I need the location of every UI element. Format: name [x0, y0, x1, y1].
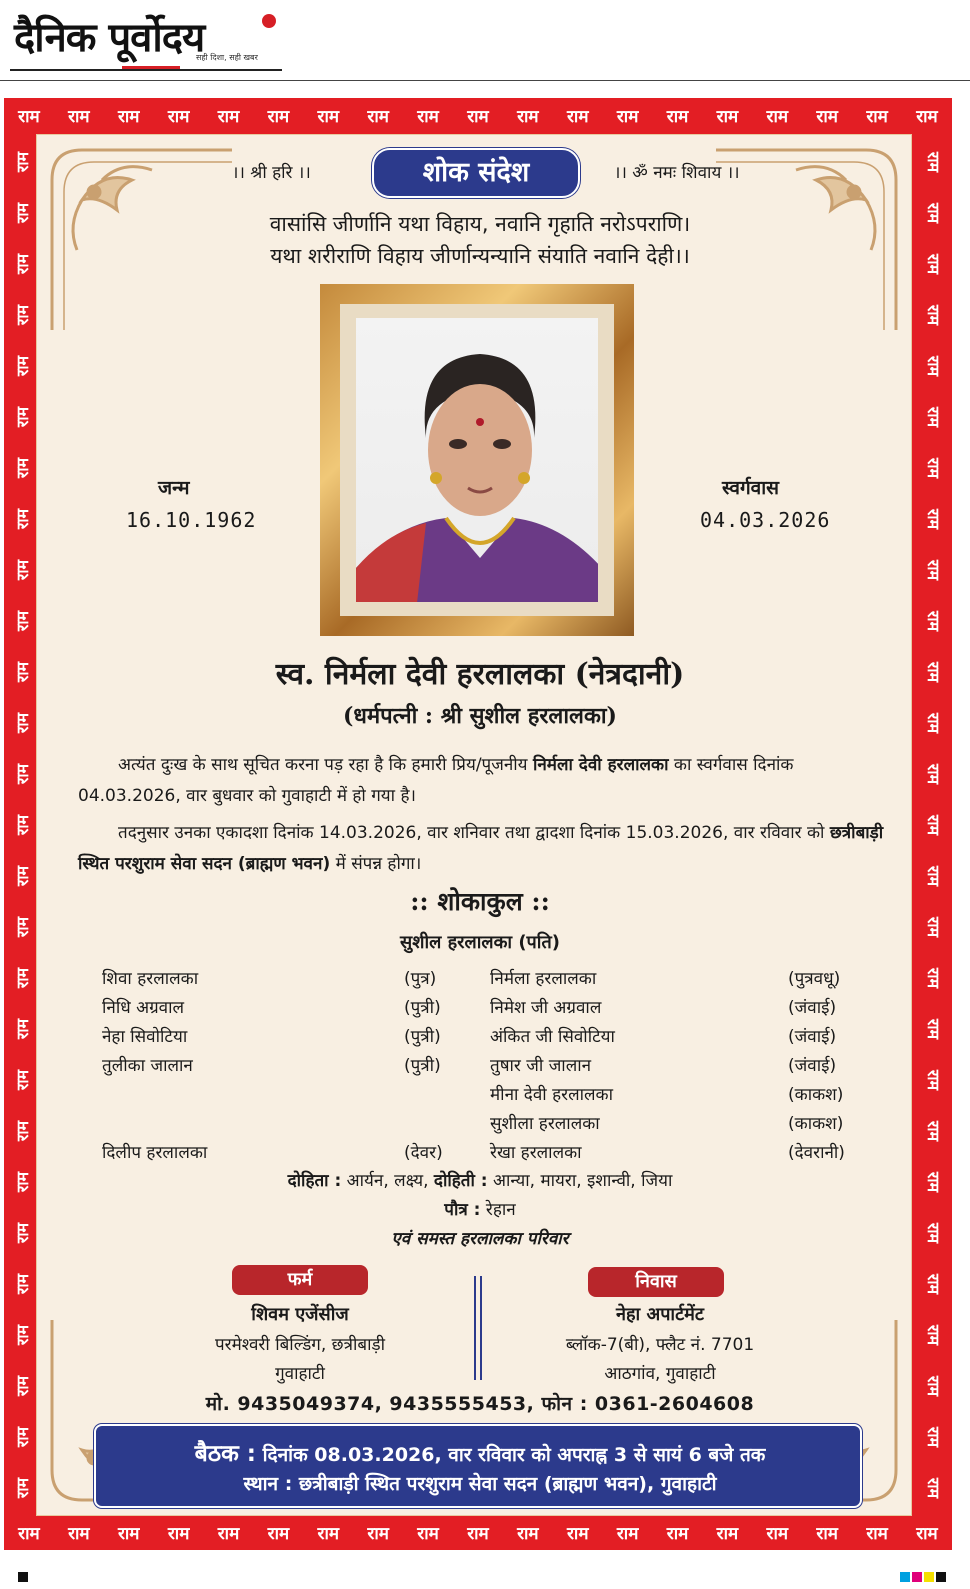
pautra-names: रेहान	[480, 1200, 516, 1220]
ram-word: राम	[267, 107, 290, 127]
ram-word: राम	[766, 1524, 789, 1544]
family-member-name: रेखा हरलालका	[490, 1143, 582, 1163]
message-text: का स्वर्गवास दिनांक 04.03.2026, वार बुधवार को गुवाहाटी में हो गया है।	[78, 755, 794, 806]
ram-word: राम	[417, 1524, 439, 1544]
logo-rule	[10, 69, 282, 71]
ram-word: राम	[716, 107, 739, 127]
ram-word: राम	[517, 107, 539, 127]
om-namah-shivaya-text: ।। ॐ नमः शिवाय ।।	[614, 163, 740, 183]
deceased-name: स्व. निर्मला देवी हरलालका (नेत्रदानी)	[275, 657, 685, 692]
baithak-line-1	[96, 1436, 864, 1468]
family-member-name: दिलीप हरलालका	[102, 1143, 208, 1163]
ram-word: राम	[923, 355, 943, 376]
ram-word: राम	[12, 661, 32, 682]
family-member-relation: (जंवाई)	[788, 1027, 837, 1047]
family-member-relation: (काकश)	[788, 1114, 844, 1134]
ram-word: राम	[923, 508, 943, 529]
family-member-name: सुशीला हरलालका	[490, 1114, 600, 1134]
family-signoff: एवं समस्त हरलालका परिवार	[391, 1229, 569, 1249]
message-text: तदनुसार उनका एकादशा दिनांक 14.03.2026, वार शनिवार तथा द्वादशा दिनांक 15.03.2026, वार रविवार को	[118, 823, 830, 843]
ram-word: राम	[517, 1524, 539, 1544]
birth-date: 16.10.1962	[126, 508, 257, 532]
masthead-divider	[0, 80, 970, 81]
ram-word: राम	[766, 107, 789, 127]
residence-address-line-1: ब्लॉक-7(बी), फ्लैट नं. 7701	[565, 1335, 755, 1355]
photo-mat	[340, 304, 614, 616]
ram-word: राम	[12, 253, 32, 274]
death-label: स्वर्गवास	[722, 477, 779, 499]
ram-word: राम	[367, 107, 389, 127]
message-paragraph-2	[78, 818, 888, 880]
ram-word: राम	[68, 107, 90, 127]
ram-word: राम	[566, 1524, 589, 1544]
ram-word: राम	[923, 1376, 943, 1397]
ram-word: राम	[117, 107, 140, 127]
ram-word: राम	[367, 1524, 389, 1544]
ram-word: राम	[916, 1524, 938, 1544]
portrait-photo	[356, 318, 598, 602]
ram-word: राम	[923, 865, 943, 887]
grandson-line	[100, 1197, 860, 1220]
ram-word: राम	[923, 202, 943, 223]
ram-word: राम	[117, 1524, 140, 1544]
firm-address-line-1: परमेश्वरी बिल्डिंग, छत्रीबाड़ी	[214, 1335, 385, 1355]
ram-word: राम	[923, 1223, 943, 1244]
family-member-name: निर्मला हरलालका	[490, 969, 597, 989]
ram-word: राम	[816, 1524, 838, 1544]
ram-word: राम	[12, 1376, 32, 1397]
ram-word: राम	[467, 1524, 489, 1544]
corner-ornament-icon	[42, 140, 242, 340]
message-text: अत्यंत दुःख के साथ सूचित करना पड़ रहा है कि हमारी प्रिय/पूजनीय	[118, 755, 533, 775]
ram-word: राम	[12, 1427, 32, 1448]
family-member-relation: (देवरानी)	[788, 1143, 845, 1163]
ram-word: राम	[923, 151, 943, 172]
shokakul-head-member: सुशील हरलालका (पति)	[400, 932, 560, 953]
title-badge	[372, 148, 580, 198]
masthead	[0, 0, 970, 82]
ram-word: राम	[923, 814, 943, 836]
ram-column-left	[6, 136, 38, 1514]
print-margin	[0, 1556, 970, 1589]
dohiti-label: दोहिती :	[433, 1171, 488, 1191]
ram-word: राम	[923, 559, 943, 580]
ram-word: राम	[923, 916, 943, 938]
ram-word: राम	[317, 107, 340, 127]
family-member-name: नेहा सिवोटिया	[102, 1027, 188, 1047]
ram-word: राम	[12, 1120, 32, 1142]
ram-word: राम	[12, 1172, 32, 1193]
photo-frame	[320, 284, 634, 636]
pautra-label: पौत्र :	[444, 1200, 481, 1220]
ram-word: राम	[923, 253, 943, 274]
ram-word: राम	[12, 610, 32, 631]
baithak-box	[94, 1424, 862, 1508]
ram-word: राम	[923, 304, 943, 325]
shloka-line-2: यथा शरीराणि विहाय जीर्णान्यन्यानि संयाति नवानि देही।।	[270, 244, 690, 268]
ram-word: राम	[18, 1524, 40, 1544]
firm-label-pill: फर्म	[232, 1265, 368, 1295]
message-bold-venue: छत्रीबाड़ी स्थित परशुराम सेवा सदन (ब्राह्मण भवन)	[78, 823, 884, 874]
deceased-spouse: (धर्मपत्नी : श्री सुशील हरलालका)	[343, 703, 617, 729]
ram-word: राम	[923, 1018, 943, 1040]
ram-word: राम	[12, 814, 32, 836]
ram-word: राम	[12, 202, 32, 223]
family-member-name: निधि अग्रवाल	[102, 998, 185, 1018]
ram-word: राम	[12, 406, 32, 427]
residence-name: नेहा अपार्टमेंट	[615, 1304, 705, 1325]
dohita-label: दोहिता :	[287, 1171, 342, 1191]
ram-word: राम	[616, 1524, 639, 1544]
dohita-names: आर्यन, लक्ष्य,	[341, 1171, 434, 1191]
ram-word: राम	[923, 1172, 943, 1193]
ram-word: राम	[12, 1069, 32, 1091]
family-member-relation: (पुत्री)	[404, 1056, 441, 1076]
ram-word: राम	[12, 916, 32, 938]
ram-word: राम	[467, 107, 489, 127]
ram-word: राम	[916, 107, 938, 127]
ram-word: राम	[12, 967, 32, 989]
ram-word: राम	[566, 107, 589, 127]
ram-word: राम	[167, 107, 190, 127]
family-member-relation: (जंवाई)	[788, 1056, 837, 1076]
ram-word: राम	[923, 1325, 943, 1346]
ram-word: राम	[12, 151, 32, 172]
family-member-relation: (पुत्री)	[404, 998, 441, 1018]
ram-word: राम	[12, 304, 32, 325]
ram-word: राम	[666, 1524, 689, 1544]
ram-word: राम	[923, 406, 943, 427]
ram-word: राम	[12, 763, 32, 785]
family-member-relation: (काकश)	[788, 1085, 844, 1105]
ram-word: राम	[417, 107, 439, 127]
ram-word: राम	[923, 1120, 943, 1142]
family-member-relation: (देवर)	[404, 1143, 443, 1163]
family-member-name: अंकित जी सिवोटिया	[490, 1027, 615, 1047]
divider-line	[480, 1276, 482, 1380]
magenta-swatch-icon	[912, 1572, 922, 1582]
registration-mark-icon	[18, 1572, 28, 1582]
ram-word: राम	[716, 1524, 739, 1544]
black-swatch-icon	[936, 1572, 946, 1582]
ram-word: राम	[167, 1524, 190, 1544]
family-member-name: मीना देवी हरलालका	[490, 1085, 613, 1105]
page-title: शोक संदेश	[422, 157, 530, 188]
ram-word: राम	[217, 1524, 240, 1544]
ram-row-top	[4, 104, 952, 127]
family-member-name: निमेश जी अग्रवाल	[490, 998, 602, 1018]
dohiti-names: आन्या, मायरा, इशान्वी, जिया	[487, 1171, 673, 1191]
newspaper-tagline: सही दिशा, सही खबर	[196, 53, 258, 62]
ram-word: राम	[12, 559, 32, 580]
family-member-name: तुलीका जालान	[102, 1056, 193, 1076]
ram-word: राम	[18, 107, 40, 127]
ram-word: राम	[68, 1524, 90, 1544]
ram-word: राम	[616, 107, 639, 127]
ram-word: राम	[317, 1524, 340, 1544]
family-member-relation: (पुत्र)	[404, 969, 437, 989]
shokakul-heading: :: शोकाकुल ::	[410, 887, 550, 916]
newspaper-logo: दैनिक पूर्वोदय	[14, 14, 205, 61]
divider-line	[474, 1276, 476, 1380]
ram-word: राम	[923, 610, 943, 631]
ram-word: राम	[267, 1524, 290, 1544]
ram-word: राम	[923, 1069, 943, 1091]
family-member-relation: (जंवाई)	[788, 998, 837, 1018]
baithak-details: दिनांक 08.03.2026, वार रविवार को अपराह्न 3 से सायं 6 बजे तक	[255, 1444, 766, 1466]
message-text: में संपन्न होगा।	[330, 854, 422, 874]
baithak-line-2: स्थान : छत्रीबाड़ी स्थित परशुराम सेवा सदन (ब्राह्मण भवन), गुवाहाटी	[243, 1473, 717, 1495]
message-bold-name: निर्मला देवी हरलालका	[532, 755, 669, 775]
ram-word: राम	[217, 107, 240, 127]
yellow-swatch-icon	[924, 1572, 934, 1582]
ram-word: राम	[12, 457, 32, 478]
baithak-label: बैठक :	[194, 1441, 256, 1467]
ram-column-right	[918, 136, 950, 1514]
family-member-name: शिवा हरलालका	[102, 969, 199, 989]
ram-word: राम	[923, 661, 943, 682]
firm-address-line-2: गुवाहाटी	[275, 1364, 325, 1384]
ram-word: राम	[816, 107, 838, 127]
ram-word: राम	[12, 1274, 32, 1295]
ram-word: राम	[12, 1018, 32, 1040]
ram-word: राम	[12, 1223, 32, 1244]
family-member-name: तुषार जी जालान	[490, 1056, 592, 1076]
firm-name: शिवम एजेंसीज	[251, 1304, 349, 1325]
ram-word: राम	[12, 865, 32, 887]
ram-word: राम	[923, 1427, 943, 1448]
birth-label: जन्म	[158, 477, 190, 499]
residence-address-line-2: आठगांव, गुवाहाटी	[604, 1364, 716, 1384]
shloka-line-1: वासांसि जीर्णानि यथा विहाय, नवानि गृहाति नरोऽपराणि।	[269, 212, 691, 236]
ram-word: राम	[12, 508, 32, 529]
ram-word: राम	[666, 107, 689, 127]
death-date: 04.03.2026	[700, 508, 831, 532]
logo-dot-icon	[262, 14, 276, 28]
ram-word: राम	[866, 1524, 888, 1544]
ram-word: राम	[923, 457, 943, 478]
residence-label-pill: निवास	[588, 1267, 724, 1297]
family-member-relation: (पुत्रवधू)	[788, 969, 841, 989]
ram-word: राम	[923, 1274, 943, 1295]
message-paragraph-1	[78, 750, 888, 812]
ram-word: राम	[12, 1325, 32, 1346]
portrait-illustration-icon	[356, 318, 598, 602]
ram-word: राम	[923, 967, 943, 989]
cyan-swatch-icon	[900, 1572, 910, 1582]
ram-word: राम	[12, 712, 32, 733]
contact-numbers: मो. 9435049374, 9435555453, फोन : 0361-2604608	[205, 1393, 755, 1415]
ram-word: राम	[12, 355, 32, 376]
ram-word: राम	[923, 763, 943, 785]
ram-word: राम	[866, 107, 888, 127]
grandchildren-line	[100, 1168, 860, 1191]
ram-word: राम	[923, 1478, 943, 1499]
ram-word: राम	[12, 1478, 32, 1499]
family-member-relation: (पुत्री)	[404, 1027, 441, 1047]
ram-row-bottom	[4, 1521, 952, 1544]
shri-hari-text: ।। श्री हरि ।।	[232, 163, 311, 183]
ram-word: राम	[923, 712, 943, 733]
